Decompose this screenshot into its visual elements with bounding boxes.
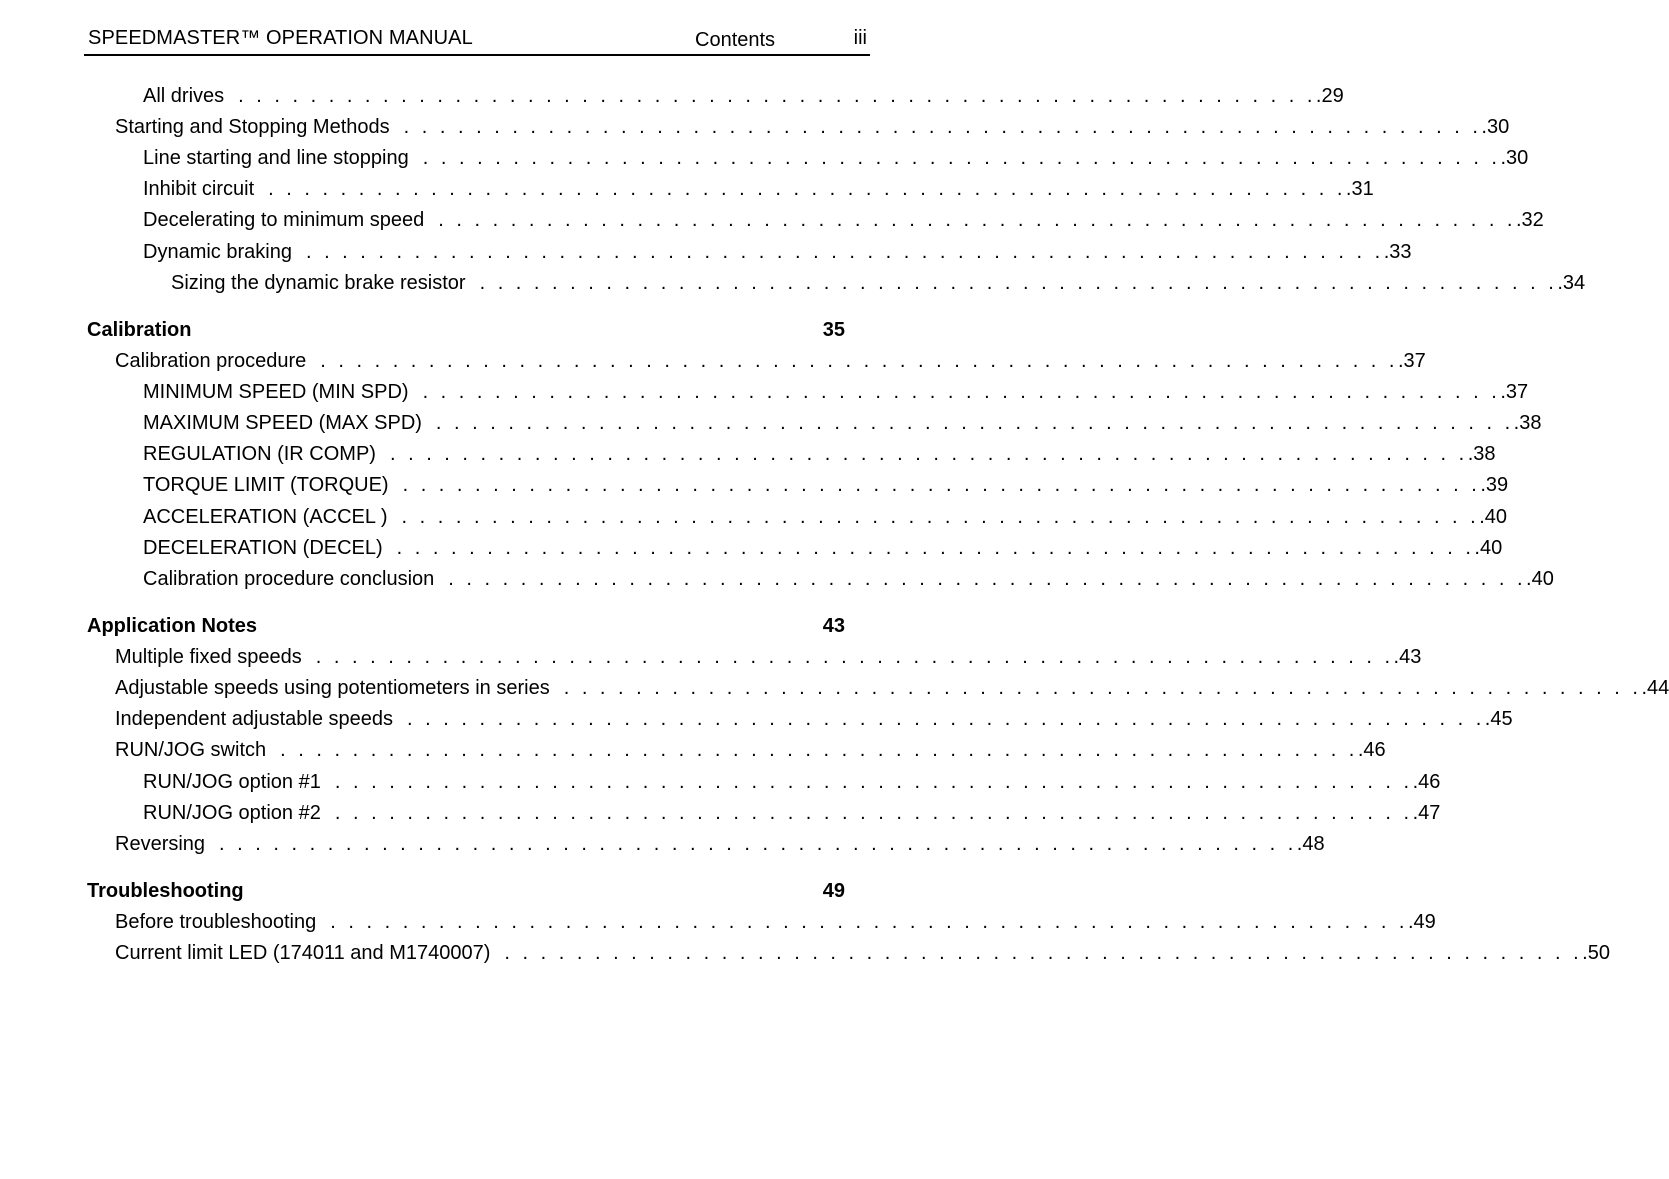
toc-entry-label: Dynamic braking (143, 241, 292, 263)
dot-leader: . . . . . . . . . . . . . . . . . . . . . . . . . . . . . . . . . . . . . . . . . . . . . . . . . . . . . . . . . . . . (219, 833, 1297, 855)
toc-entry-label: Troubleshooting (87, 880, 244, 902)
toc-entry-page: .40 (1474, 537, 1503, 559)
toc-entry-label: TORQUE LIMIT (TORQUE) (143, 474, 389, 496)
toc-entry-label: Application Notes (87, 615, 258, 637)
toc-entry-label: Line starting and line stopping (143, 147, 409, 169)
toc-entry[interactable] (143, 535, 1503, 561)
dot-leader: . . . . . . . . . . . . . . . . . . . . . . . . . . . . . . . . . . . . . . . . . . . . . . . . . . . . . . . . . . . . (320, 350, 1398, 372)
toc-entry[interactable] (143, 472, 1509, 498)
dot-leader: . . . . . . . . . . . . . . . . . . . . . . . . . . . . . . . . . . . . . . . . . . . . . . . . . . . . . . . . . . . . (305, 241, 1384, 263)
toc-entry-page: .43 (1393, 646, 1422, 668)
toc-entry[interactable] (143, 769, 1441, 795)
toc-entry-page: .29 (1315, 85, 1344, 107)
toc-entry-label: RUN/JOG option #2 (143, 802, 321, 824)
dot-leader: . . . . . . . . . . . . . . . . . . . . . . . . . . . . . . . . . . . . . . . . . . . . . . . . . . . . . . . . . . . . (330, 911, 1408, 933)
dot-leader: . . . . . . . . . . . . . . . . . . . . . . . . . . . . . . . . . . . . . . . . . . . . . . . . . . . . . . . . . . . . (504, 942, 1583, 964)
toc-entry-label: Sizing the dynamic brake resistor (171, 272, 466, 294)
toc-entry[interactable] (115, 909, 1436, 935)
toc-entry-page: 35 (822, 319, 845, 341)
toc-section-heading[interactable] (87, 878, 845, 904)
toc-entry-label: Multiple fixed speeds (115, 646, 302, 668)
dot-leader: . . . . . . . . . . . . . . . . . . . . . . . . . . . . . . . . . . . . . . . . . . . . . . . . . . . . . . . . . . . . (401, 506, 1480, 528)
toc-entry-label: Calibration procedure (115, 350, 307, 372)
toc-entry[interactable] (115, 940, 1610, 966)
dot-leader: . . . . . . . . . . . . . . . . . . . . . . . . . . . . . . . . . . . . . . . . . . . . . . . . . . . . . . . . . . . . (334, 802, 1413, 824)
dot-leader: . . . . . . . . . . . . . . . . . . . . . . . . . . . . . . . . . . . . . . . . . . . . . . . . . . . . . . . . . . . . (422, 381, 1501, 403)
toc-entry[interactable] (143, 83, 1344, 109)
dot-leader: . . . . . . . . . . . . . . . . . . . . . . . . . . . . . . . . . . . . . . . . . . . . . . . . . . . . . . . . . . . . (435, 412, 1514, 434)
toc-entry-page: 49 (822, 880, 845, 902)
toc-entry-page: .33 (1383, 241, 1412, 263)
dot-leader: . . . . . . . . . . . . . . . . . . . . . . . . . . . . . . . . . . . . . . . . . . . . . . . . . . . . . . . . . . . . (280, 739, 1358, 761)
toc-entry-label: All drives (143, 85, 225, 107)
toc-entry-label: RUN/JOG switch (115, 739, 267, 761)
toc-entry[interactable] (143, 410, 1542, 436)
toc-entry-page: .46 (1357, 739, 1386, 761)
toc-entry[interactable] (143, 504, 1508, 530)
dot-leader: . . . . . . . . . . . . . . . . . . . . . . . . . . . . . . . . . . . . . . . . . . . . . . . . . . . . . . . . . . . . (422, 147, 1501, 169)
toc-entry-page: .30 (1500, 147, 1529, 169)
toc-entry[interactable] (115, 675, 1669, 701)
toc-entry[interactable] (115, 644, 1422, 670)
dot-leader: . . . . . . . . . . . . . . . . . . . . . . . . . . . . . . . . . . . . . . . . . . . . . . . . . . . . . . . . . . . . (238, 85, 1316, 107)
toc-entry[interactable] (143, 566, 1554, 592)
toc-entry[interactable] (115, 114, 1510, 140)
toc-entry[interactable] (115, 706, 1513, 732)
toc-entry[interactable] (143, 145, 1529, 171)
manual-title: SPEEDMASTER™ OPERATION MANUAL (88, 27, 473, 49)
toc-entry-page: .46 (1412, 771, 1441, 793)
toc-entry-page: .40 (1526, 568, 1554, 590)
toc-entry-page: .37 (1397, 350, 1426, 372)
toc-entry-page: .32 (1516, 209, 1544, 231)
toc-entry-label: Current limit LED (174011 and M1740007) (115, 942, 491, 964)
page-number: iii (853, 27, 867, 49)
toc-entry-page: .40 (1479, 506, 1508, 528)
toc-entry-page: .30 (1481, 116, 1510, 138)
dot-leader: . . . . . . . . . . . . . . . . . . . . . . . . . . . . . . . . . . . . . . . . . . . . . . . . . . . . . . . . . . . . (389, 443, 1468, 465)
toc-entry-label: Calibration (87, 319, 192, 341)
dot-leader: . . . . . . . . . . . . . . . . . . . . . . . . . . . . . . . . . . . . . . . . . . . . . . . . . . . . . . . . . . . . (448, 568, 1527, 590)
dot-leader: . . . . . . . . . . . . . . . . . . . . . . . . . . . . . . . . . . . . . . . . . . . . . . . . . . . . . . . . . . . . (407, 708, 1485, 730)
dot-leader: . . . . . . . . . . . . . . . . . . . . . . . . . . . . . . . . . . . . . . . . . . . . . . . . . . . . . . . . . . . . (438, 209, 1516, 231)
toc-entry-page: .49 (1408, 911, 1436, 933)
toc-entry-label: ACCELERATION (ACCEL ) (143, 506, 388, 528)
toc-entry-label: DECELERATION (DECEL) (143, 537, 383, 559)
toc-entry-label: Independent adjustable speeds (115, 708, 394, 730)
section-name: Contents (695, 29, 776, 51)
toc-entry-label: Inhibit circuit (143, 178, 255, 200)
toc-entry-label: RUN/JOG option #1 (143, 771, 321, 793)
toc-entry[interactable] (143, 207, 1544, 233)
dot-leader: . . . . . . . . . . . . . . . . . . . . . . . . . . . . . . . . . . . . . . . . . . . . . . . . . . . . . . . . . . . . (396, 537, 1475, 559)
dot-leader: . . . . . . . . . . . . . . . . . . . . . . . . . . . . . . . . . . . . . . . . . . . . . . . . . . . . . . . . . . . . (334, 771, 1413, 793)
toc-entry-page: .47 (1412, 802, 1441, 824)
dot-leader: . . . . . . . . . . . . . . . . . . . . . . . . . . . . . . . . . . . . . . . . . . . . . . . . . . . . . . . . . . . . (315, 646, 1394, 668)
toc-entry-page: .48 (1296, 833, 1325, 855)
dot-leader: . . . . . . . . . . . . . . . . . . . . . . . . . . . . . . . . . . . . . . . . . . . . . . . . . . . . . . . . . . . . (268, 178, 1346, 200)
toc-entry[interactable] (143, 441, 1496, 467)
toc-section-heading[interactable] (87, 317, 845, 343)
toc-entry[interactable] (115, 737, 1386, 763)
toc-entry-label: Calibration procedure conclusion (143, 568, 435, 590)
toc-entry-page: .31 (1345, 178, 1374, 200)
toc-entry[interactable] (143, 800, 1441, 826)
toc-entry[interactable] (115, 348, 1426, 374)
toc-entry-page: .38 (1467, 443, 1496, 465)
toc-entry-label: MINIMUM SPEED (MIN SPD) (143, 381, 409, 403)
dot-leader: . . . . . . . . . . . . . . . . . . . . . . . . . . . . . . . . . . . . . . . . . . . . . . . . . . . . . . . . . . . . (479, 272, 1558, 294)
dot-leader: . . . . . . . . . . . . . . . . . . . . . . . . . . . . . . . . . . . . . . . . . . . . . . . . . . . . . . . . . . . . (563, 677, 1642, 699)
toc-entry[interactable] (143, 176, 1374, 202)
toc-entry-label: Starting and Stopping Methods (115, 116, 390, 138)
toc-entry-page: .37 (1500, 381, 1529, 403)
toc-entry-label: Adjustable speeds using potentiometers in series (115, 677, 550, 699)
toc-entry-page: .50 (1582, 942, 1610, 964)
toc-entry-label: Before troubleshooting (115, 911, 317, 933)
toc-entry-page: .38 (1513, 412, 1542, 434)
toc-entry-page: .34 (1557, 272, 1586, 294)
toc-section-heading[interactable] (87, 613, 845, 639)
toc-entry-label: Reversing (115, 833, 206, 855)
toc-entry[interactable] (143, 239, 1412, 265)
toc-entry[interactable] (171, 270, 1586, 296)
toc-entry-page: .39 (1480, 474, 1509, 496)
toc-entry-page: 43 (822, 615, 845, 637)
toc-entry-label: REGULATION (IR COMP) (143, 443, 376, 465)
dot-leader: . . . . . . . . . . . . . . . . . . . . . . . . . . . . . . . . . . . . . . . . . . . . . . . . . . . . . . . . . . . . (403, 116, 1482, 138)
dot-leader: . . . . . . . . . . . . . . . . . . . . . . . . . . . . . . . . . . . . . . . . . . . . . . . . . . . . . . . . . . . . (402, 474, 1481, 496)
toc-entry-label: MAXIMUM SPEED (MAX SPD) (143, 412, 422, 434)
toc-entry[interactable] (115, 831, 1325, 857)
toc-entry-page: .44 (1641, 677, 1669, 699)
toc-entry-label: Decelerating to minimum speed (143, 209, 425, 231)
toc-entry-page: .45 (1484, 708, 1513, 730)
toc-entry[interactable] (143, 379, 1529, 405)
